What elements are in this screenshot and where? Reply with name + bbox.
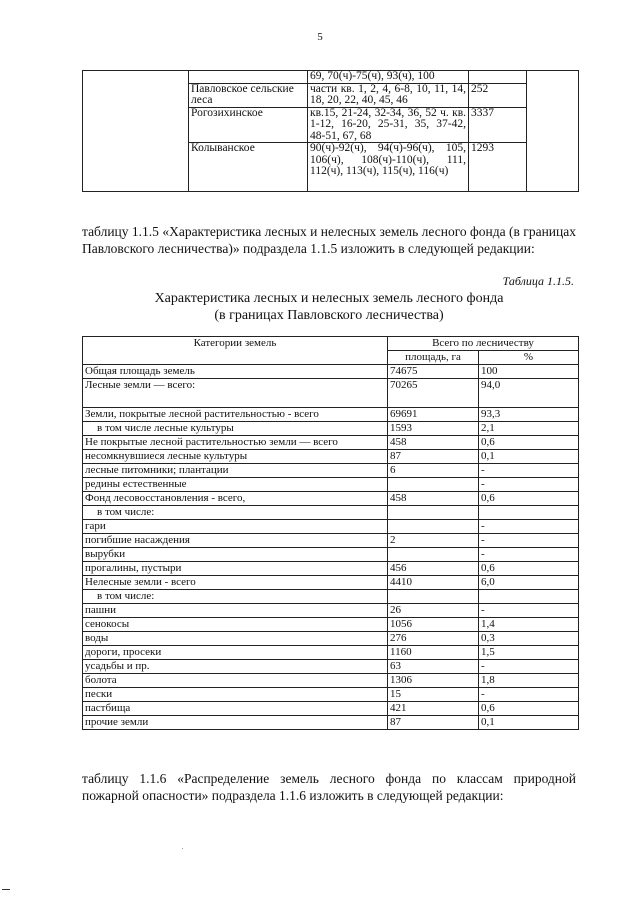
table-row <box>83 562 579 576</box>
table-row <box>83 646 579 660</box>
table-cell-area: 87 <box>388 450 479 464</box>
table-cell-area <box>388 520 479 534</box>
table-cell-category: гари <box>83 520 388 534</box>
table-cell-area: 4410 <box>388 576 479 590</box>
table-cell <box>83 71 189 192</box>
table-header-row <box>83 337 579 351</box>
table-cell-area: 458 <box>388 436 479 450</box>
table-row <box>83 548 579 562</box>
table-row <box>83 506 579 520</box>
footer-rule <box>2 889 10 890</box>
table-cell-area: 69691 <box>388 408 479 422</box>
table-cell-percent: - <box>479 534 579 548</box>
land-categories-table <box>82 336 579 730</box>
table-title-line-1: Характеристика лесных и нелесных земель лесного фонда <box>154 291 504 306</box>
table-cell-percent: 0,1 <box>479 450 579 464</box>
table-cell: 69, 70(ч)-75(ч), 93(ч), 100 <box>308 71 469 84</box>
table-cell-area: 276 <box>388 632 479 646</box>
table-cell-area: 1056 <box>388 618 479 632</box>
page-number: 5 <box>317 31 323 43</box>
table-row <box>83 520 579 534</box>
table-row <box>83 450 579 464</box>
table-cell-percent: 1,8 <box>479 674 579 688</box>
table-row <box>83 660 579 674</box>
table-row <box>83 478 579 492</box>
table-cell-category: прочие земли <box>83 716 388 730</box>
table-cell: 252 <box>469 83 527 107</box>
table-row <box>83 492 579 506</box>
table-row <box>83 365 579 379</box>
scan-speck <box>182 848 183 849</box>
table-cell-area: 74675 <box>388 365 479 379</box>
table-cell-area <box>388 506 479 520</box>
table-cell-percent: 1,5 <box>479 646 579 660</box>
table-cell <box>527 71 579 192</box>
table-cell-area: 456 <box>388 562 479 576</box>
table-cell-percent: 0,6 <box>479 436 579 450</box>
table-cell-category: погибшие насаждения <box>83 534 388 548</box>
table-cell-percent: 6,0 <box>479 576 579 590</box>
table-cell-category: вырубки <box>83 548 388 562</box>
table-cell-category: несомкнувшиеся лесные культуры <box>83 450 388 464</box>
forestry-quarters-table <box>82 70 579 192</box>
table-cell <box>469 71 527 84</box>
table-cell: 3337 <box>469 107 527 143</box>
table-cell-category: в том числе: <box>83 506 388 520</box>
table-cell-area: 15 <box>388 688 479 702</box>
table-cell <box>189 71 308 84</box>
table-cell-area: 63 <box>388 660 479 674</box>
table-cell-category: Общая площадь земель <box>83 365 388 379</box>
table-cell-percent: 93,3 <box>479 408 579 422</box>
table-cell-percent: 0,1 <box>479 716 579 730</box>
table-title-line-2: (в границах Павловского лесничества) <box>214 308 444 323</box>
table-cell: Павловское сельские леса <box>189 83 308 107</box>
table-cell-area: 26 <box>388 604 479 618</box>
table-cell-category: сенокосы <box>83 618 388 632</box>
table-row <box>83 408 579 422</box>
table-cell-percent: - <box>479 464 579 478</box>
table-cell-category: Лесные земли — всего: <box>83 379 388 408</box>
table-cell-category: дороги, просеки <box>83 646 388 660</box>
table-cell-percent: 1,4 <box>479 618 579 632</box>
table-cell-percent: - <box>479 520 579 534</box>
column-header-total: Всего по лесничеству <box>388 337 579 351</box>
table-cell-category: лесные питомники; плантации <box>83 464 388 478</box>
column-header-percent: % <box>479 351 579 365</box>
table-row <box>83 534 579 548</box>
table-cell-category: редины естественные <box>83 478 388 492</box>
table-row <box>83 604 579 618</box>
table-cell-area: 421 <box>388 702 479 716</box>
table-cell-percent: 94,0 <box>479 379 579 408</box>
table-cell-category: пашни <box>83 604 388 618</box>
table-cell-percent: 0,6 <box>479 492 579 506</box>
table-cell-percent: - <box>479 478 579 492</box>
table-cell-category: пастбища <box>83 702 388 716</box>
table-cell-percent: - <box>479 660 579 674</box>
table-cell-category: Нелесные земли - всего <box>83 576 388 590</box>
table-caption: Таблица 1.1.5. <box>502 274 574 288</box>
table-cell-category: болота <box>83 674 388 688</box>
table-cell: кв.15, 21-24, 32-34, 36, 52 ч. кв. 1-12, 16-20, 25-31, 35, 37-42, 48-51, 67, 68 <box>308 107 469 143</box>
column-header-category: Категории земель <box>83 337 388 365</box>
table-cell-percent: 100 <box>479 365 579 379</box>
table-cell-category: прогалины, пустыри <box>83 562 388 576</box>
table-cell-percent <box>479 506 579 520</box>
table-cell-area: 6 <box>388 464 479 478</box>
table-cell-category: воды <box>83 632 388 646</box>
table-cell-category: в том числе: <box>83 590 388 604</box>
table-cell-percent: 2,1 <box>479 422 579 436</box>
table-row <box>83 71 579 84</box>
table-row <box>83 674 579 688</box>
table-cell-percent: - <box>479 688 579 702</box>
table-row <box>83 464 579 478</box>
table-row <box>83 576 579 590</box>
table-row <box>83 379 579 408</box>
table-cell-percent: 0,6 <box>479 562 579 576</box>
table-row <box>83 436 579 450</box>
table-row <box>83 618 579 632</box>
table-cell: Рогозихинское <box>189 107 308 143</box>
table-row <box>83 716 579 730</box>
table-cell-percent: - <box>479 548 579 562</box>
table-cell-percent: - <box>479 604 579 618</box>
table-cell: 90(ч)-92(ч), 94(ч)-96(ч), 105, 106(ч), 108(ч)-110(ч), 111, 112(ч), 113(ч), 115(ч), 116(ч) <box>308 143 469 192</box>
table-cell: части кв. 1, 2, 4, 6-8, 10, 11, 14, 18, 20, 22, 40, 45, 46 <box>308 83 469 107</box>
table-cell-category: пески <box>83 688 388 702</box>
table-title <box>82 290 576 324</box>
table-cell-area <box>388 548 479 562</box>
instruction-paragraph-2: таблицу 1.1.6 «Распределение земель лесного фонда по классам природной пожарной опасности» подраздела 1.1.6 изложить в следующей редакции: <box>82 771 576 803</box>
table-row <box>83 632 579 646</box>
table-row <box>83 422 579 436</box>
table-cell-area: 87 <box>388 716 479 730</box>
table-cell: 1293 <box>469 143 527 192</box>
table-cell-area: 1306 <box>388 674 479 688</box>
table-row <box>83 590 579 604</box>
table-cell: Колыванское <box>189 143 308 192</box>
table-cell-percent: 0,6 <box>479 702 579 716</box>
instruction-paragraph-1: таблицу 1.1.5 «Характеристика лесных и нелесных земель лесного фонда (в границах Павловского лесничества)» подраздела 1.1.5 изложить в следующей редакции: <box>82 224 576 256</box>
table-cell-area <box>388 590 479 604</box>
column-header-area: площадь, га <box>388 351 479 365</box>
table-cell-area: 2 <box>388 534 479 548</box>
table-cell-category: Не покрытые лесной растительностью земли — всего <box>83 436 388 450</box>
table-cell-area <box>388 478 479 492</box>
table-cell-area: 70265 <box>388 379 479 408</box>
table-cell-category: Фонд лесовосстановления - всего, <box>83 492 388 506</box>
table-cell-category: Земли, покрытые лесной растительностью - всего <box>83 408 388 422</box>
table-cell-category: усадьбы и пр. <box>83 660 388 674</box>
table-cell-area: 458 <box>388 492 479 506</box>
table-cell-area: 1593 <box>388 422 479 436</box>
table-cell-area: 1160 <box>388 646 479 660</box>
table-row <box>83 688 579 702</box>
table-cell-percent: 0,3 <box>479 632 579 646</box>
table-cell-percent <box>479 590 579 604</box>
table-cell-category: в том числе лесные культуры <box>83 422 388 436</box>
table-row <box>83 702 579 716</box>
